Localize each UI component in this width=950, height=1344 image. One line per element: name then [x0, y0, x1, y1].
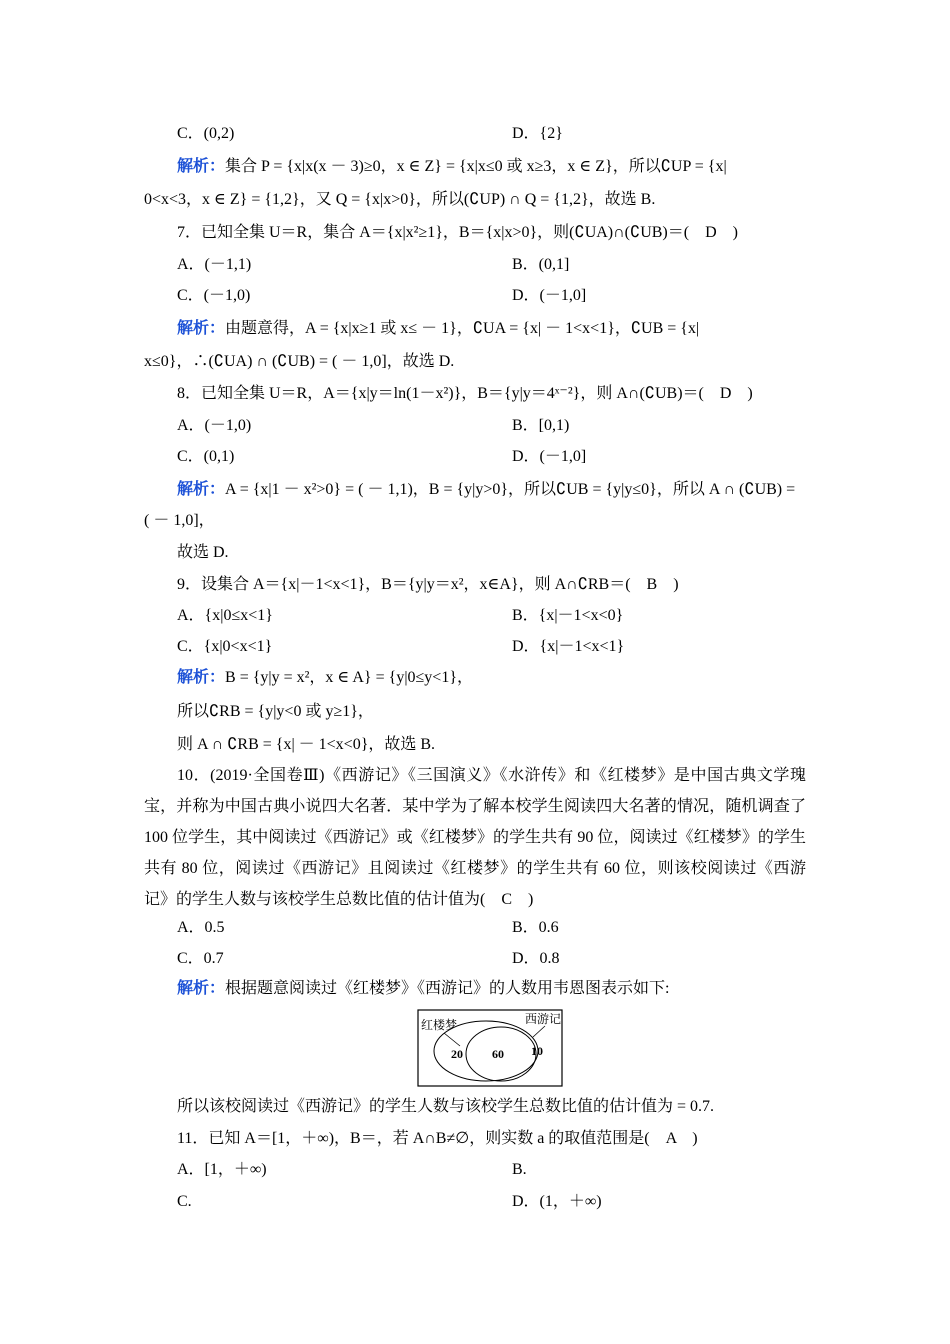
venn-both-value: 60	[492, 1047, 504, 1061]
option-d: D．(－1,0]	[512, 448, 587, 465]
option-c: C．(0,2)	[177, 125, 235, 142]
option-c: C．(－1,0)	[177, 287, 251, 304]
venn-right-only-value: 10	[531, 1044, 543, 1058]
option-d: D．{x|－1<x<1}	[512, 638, 625, 655]
solution-label: 解析：	[177, 481, 226, 498]
option-d: D．(1，＋∞)	[512, 1193, 602, 1210]
option-c: C．(0,1)	[177, 448, 235, 465]
question-7: 7．已知全集 U＝R，集合 A＝{x|x²≥1}，B＝{x|x>0}，则(∁UA)∩(∁UB)＝( D )	[177, 224, 738, 241]
option-b: B.	[512, 1161, 527, 1178]
solution-line: 解析：A = {x|1 － x²>0} = ( － 1,1)，B = {y|y>0}，所以∁UB = {y|y≤0}，所以 A ∩ (∁UB) =	[177, 481, 796, 498]
option-a: A．{x|0≤x<1}	[177, 607, 273, 624]
option-a: A．(－1,0)	[177, 417, 252, 434]
solution-label: 解析：	[177, 320, 226, 337]
option-c: C．{x|0<x<1}	[177, 638, 273, 655]
question-8: 8．已知全集 U＝R，A＝{x|y＝ln(1－x²)}，B＝{y|y＝4ˣ⁻²}，则 A∩(∁UB)＝( D )	[177, 385, 753, 402]
question-10: 10．(2019·全国卷Ⅲ)《西游记》《三国演义》《水浒传》和《红楼梦》是中国古典文学瑰宝，并称为中国古典小说四大名著．某中学为了解本校学生阅读四大名著的情况，随机调查了 100 位学生，其中阅读过《西游记》或《红楼梦》的学生共有 90 位，阅读过《红楼梦》的学生共有 80 位，阅读过《西游记》且阅读过《红楼梦》的学生共有 60 位，则该校阅读过《西游记》的学生人数与该校学生总数比值的估计值为( C )	[144, 767, 806, 908]
option-a: A．[1，＋∞)	[177, 1161, 267, 1178]
option-b: B．0.6	[512, 919, 559, 936]
solution-line: 解析：集合 P = {x|x(x － 3)≥0，x ∈ Z} = {x|x≤0 或 x≥3，x ∈ Z}，所以∁UP = {x|	[177, 158, 727, 175]
option-d: D．(－1,0]	[512, 287, 587, 304]
question-11: 11．已知 A＝[1，＋∞)，B＝，若 A∩B≠∅，则实数 a 的取值范围是( A )	[177, 1130, 698, 1147]
solution-line: 所以∁RB = {y|y<0 或 y≥1}，	[177, 703, 374, 720]
question-9: 9．设集合 A＝{x|－1<x<1}，B＝{y|y＝x²，x∈A}，则 A∩∁RB＝( B )	[177, 576, 679, 593]
venn-diagram	[417, 1009, 563, 1087]
solution-line: 0<x<3，x ∈ Z} = {1,2}，又 Q = {x|x>0}，所以(∁UP) ∩ Q = {1,2}，故选 B.	[144, 191, 656, 208]
solution-line: 解析：由题意得，A = {x|x≥1 或 x≤ － 1}，∁UA = {x| － 1<x<1}，∁UB = {x|	[177, 320, 700, 337]
option-b: B．{x|－1<x<0}	[512, 607, 624, 624]
solution-label: 解析：	[177, 158, 226, 175]
solution-line: 故选 D.	[177, 544, 229, 561]
option-c: C.	[177, 1193, 192, 1210]
option-d: D．{2}	[512, 125, 563, 142]
option-a: A．0.5	[177, 919, 225, 936]
solution-line: 解析：根据题意阅读过《红楼梦》《西游记》的人数用韦恩图表示如下:	[177, 980, 670, 997]
solution-label: 解析：	[177, 980, 226, 997]
solution-line: 解析：B = {y|y = x²，x ∈ A} = {y|0≤y<1}，	[177, 669, 474, 686]
venn-left-label: 红楼梦	[421, 1018, 458, 1032]
solution-line: x≤0}，∴(∁UA) ∩ (∁UB) = ( － 1,0]，故选 D.	[144, 353, 455, 370]
venn-left-only-value: 20	[451, 1047, 463, 1061]
option-b: B．[0,1)	[512, 417, 570, 434]
solution-line: 所以该校阅读过《西游记》的学生人数与该校学生总数比值的估计值为 = 0.7.	[177, 1098, 715, 1115]
option-d: D．0.8	[512, 950, 560, 967]
solution-label: 解析：	[177, 669, 226, 686]
option-c: C．0.7	[177, 950, 224, 967]
option-b: B．(0,1]	[512, 256, 570, 273]
option-a: A．(－1,1)	[177, 256, 252, 273]
solution-line: 则 A ∩ ∁RB = {x| － 1<x<0}，故选 B.	[177, 736, 436, 753]
solution-line: ( － 1,0]，	[144, 512, 215, 529]
venn-right-label: 西游记	[525, 1012, 562, 1026]
